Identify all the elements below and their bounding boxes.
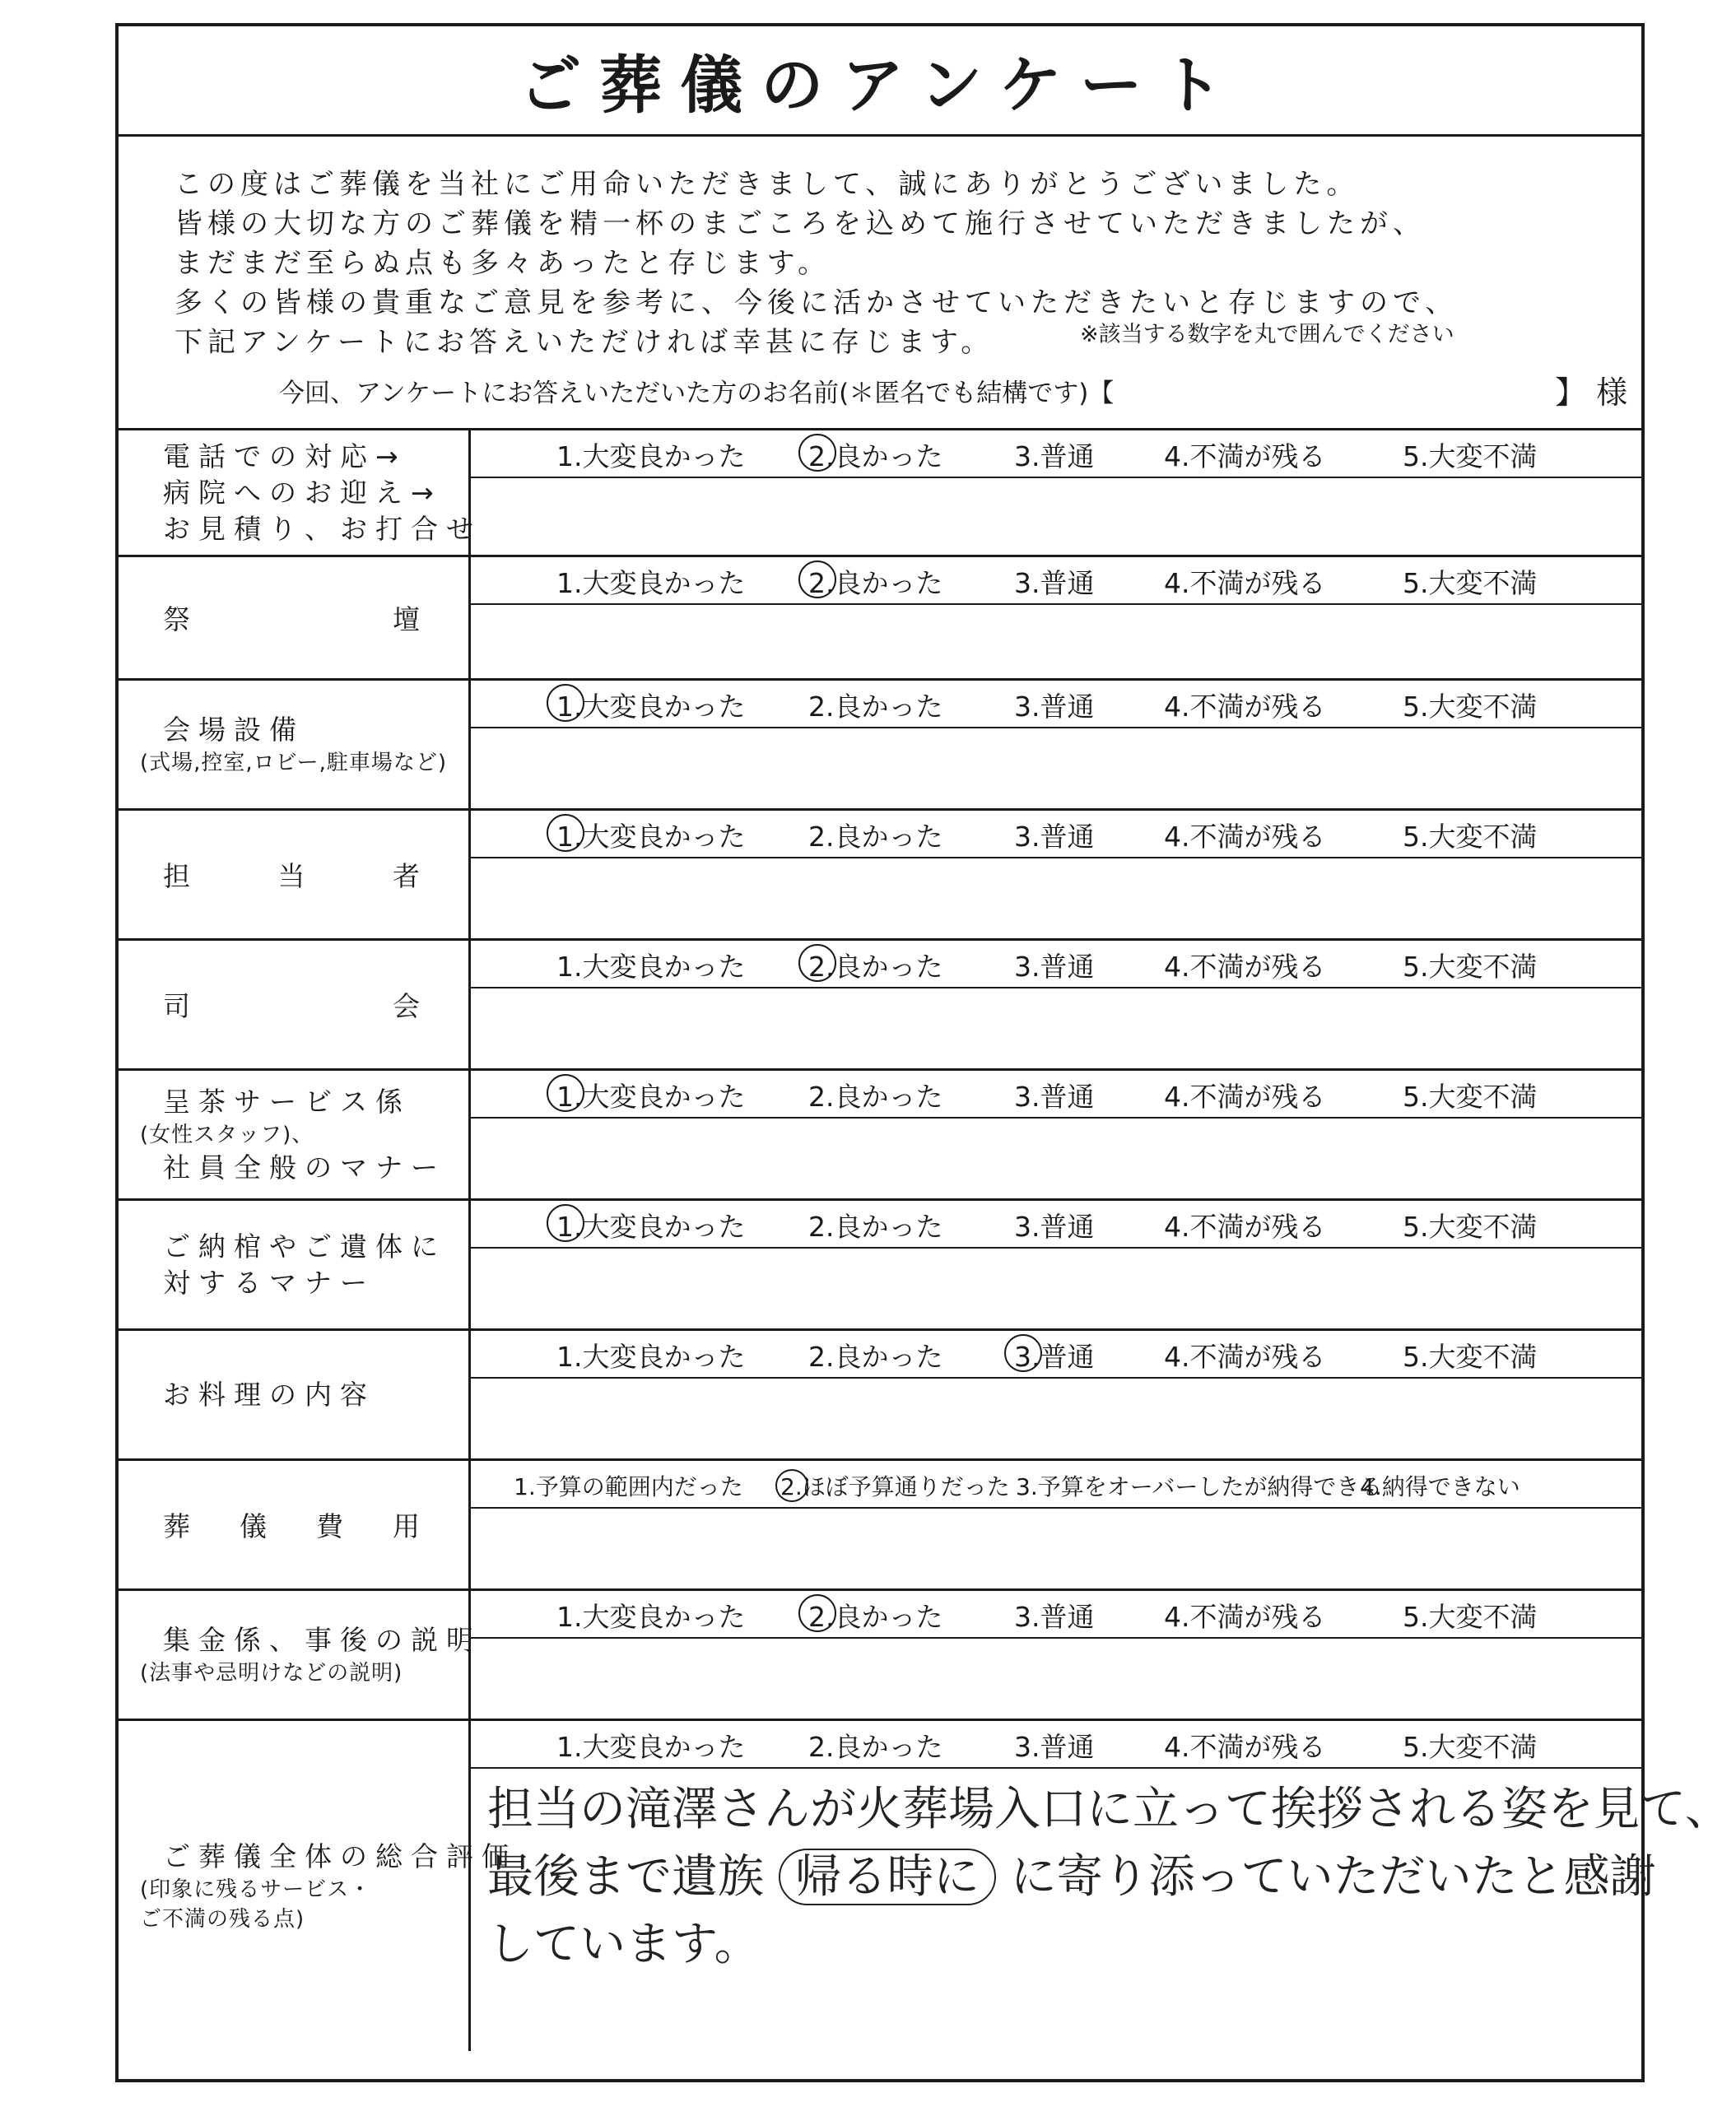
rating-option-label: 2.ほぼ予算通りだった (780, 1473, 1010, 1500)
rating-option[interactable] (808, 1076, 943, 1114)
rating-options (471, 1591, 1641, 1639)
rating-option-label: 4.不満が残る (1164, 1081, 1326, 1113)
row-label-text: 社員全般のマナー (163, 1151, 446, 1184)
name-close-bracket: 】 (1555, 374, 1587, 411)
row-label-text: (女性スタッフ)、 (140, 1122, 314, 1147)
selection-circle (1004, 1334, 1042, 1372)
rating-option-label: 2.良かった (808, 1601, 943, 1633)
table-row (119, 428, 1641, 555)
row-label-char: 葬 (163, 1510, 190, 1542)
rating-option[interactable] (556, 1076, 746, 1114)
row-label (119, 1591, 482, 1719)
row-label-text: 病院へのお迎え→ (163, 476, 442, 509)
rating-options (471, 681, 1641, 728)
rating-option-label: 2.良かった (808, 951, 943, 983)
row-label-text (163, 855, 420, 894)
intro-line: この度はご葬儀を当社にご用命いただきまして、誠にありがとうございました。 (175, 168, 1360, 201)
rating-option[interactable] (1164, 1206, 1326, 1244)
comment-circled-text: 帰る時に (779, 1849, 996, 1905)
rating-option[interactable] (808, 1596, 943, 1635)
table-row (119, 1458, 1641, 1588)
respondent-name-row (279, 372, 1629, 409)
row-label-text: お料理の内容 (163, 1378, 375, 1411)
selection-circle (798, 1594, 836, 1632)
rating-option-label: 3.普通 (1014, 821, 1095, 853)
row-label (119, 1071, 471, 1198)
honorific: 様 (1596, 374, 1628, 411)
title-box (119, 26, 1641, 137)
rating-option-label: 1.大変良かった (556, 691, 746, 723)
row-label-char: 者 (393, 860, 420, 892)
rating-option[interactable] (1014, 816, 1095, 854)
rating-option-label: 2.良かった (808, 1731, 943, 1763)
row-label-char: 祭 (163, 603, 190, 635)
rating-option-label: 2.良かった (808, 567, 943, 599)
rating-option-label: 1.大変良かった (556, 440, 746, 472)
rating-option[interactable] (1164, 435, 1326, 474)
rating-option-label: 4.不満が残る (1164, 691, 1326, 723)
rating-option[interactable] (1403, 686, 1538, 724)
rating-option-label: 5.大変不満 (1403, 951, 1538, 983)
rating-option-label: 3.普通 (1014, 691, 1095, 723)
table-row (119, 1588, 1641, 1719)
row-label-text: 対するマナー (163, 1266, 375, 1299)
rating-option-label: 1.大変良かった (556, 1341, 746, 1373)
rating-options (471, 1331, 1641, 1379)
selection-circle (547, 1204, 584, 1242)
rating-option[interactable] (556, 1336, 746, 1374)
comment-line: しています。 (487, 1918, 761, 1971)
rating-option[interactable] (1403, 435, 1538, 474)
row-label (119, 1331, 471, 1458)
row-label-char: 用 (393, 1510, 420, 1542)
rating-option-label: 1.大変良かった (556, 1211, 746, 1243)
rating-option-label: 2.良かった (808, 1341, 943, 1373)
selection-circle (798, 434, 836, 472)
row-label-text (163, 1505, 420, 1544)
rating-option[interactable] (1403, 1206, 1538, 1244)
intro-line: 下記アンケートにお答えいただければ幸甚に存じます。 (175, 326, 994, 359)
rating-option-label: 1.大変良かった (556, 1731, 746, 1763)
table-row (119, 808, 1641, 938)
rating-option[interactable] (1403, 1076, 1538, 1114)
row-label-text (163, 985, 420, 1024)
rating-option[interactable] (1164, 816, 1326, 854)
rating-option[interactable] (1014, 946, 1095, 984)
comment-text: に寄り添っていただいたと感謝 (1010, 1850, 1656, 1904)
rating-option-label: 3.普通 (1014, 1081, 1095, 1113)
rating-option[interactable] (1164, 562, 1326, 601)
rating-option-label: 3.普通 (1014, 440, 1095, 472)
row-label-char: 儀 (240, 1510, 267, 1542)
rating-option[interactable] (808, 946, 943, 984)
rating-option[interactable] (1403, 1596, 1538, 1635)
comment-text: 最後まで遺族 (487, 1850, 764, 1904)
row-label-text: (式場,控室,ロビー,駐車場など) (140, 750, 448, 775)
row-label-text: 集金係、事後の説明 (163, 1623, 482, 1656)
rating-option-label: 5.大変不満 (1403, 440, 1538, 472)
row-label-text: お見積り、お打合せ (163, 512, 482, 545)
row-label-char: 担 (163, 860, 190, 892)
rating-options (471, 1721, 1641, 1769)
rating-option-label: 1.大変良かった (556, 1601, 746, 1633)
selection-circle (547, 684, 584, 722)
row-label-char: 当 (277, 860, 305, 892)
row-label (119, 941, 471, 1068)
rating-option[interactable] (1360, 1469, 1520, 1502)
rating-option[interactable] (1164, 1596, 1326, 1635)
comment-line: 担当の滝澤さんが火葬場入口に立って挨拶される姿を見て、 (487, 1783, 1731, 1836)
comment-line-2 (487, 1844, 1731, 1911)
row-label-text: (法事や忌明けなどの説明) (140, 1660, 403, 1686)
row-label (119, 1201, 471, 1328)
row-label-text: 会場設備 (163, 713, 305, 746)
rating-option-label: 4.不満が残る (1164, 1341, 1326, 1373)
selection-circle (547, 814, 584, 852)
row-label (119, 681, 471, 808)
row-label (119, 1461, 471, 1588)
rating-option-label: 5.大変不満 (1403, 1081, 1538, 1113)
row-label-char: 司 (163, 990, 190, 1022)
row-label-text: 呈茶サービス係 (163, 1085, 411, 1118)
row-label-char: 会 (393, 990, 420, 1022)
selection-circle (798, 560, 836, 598)
rating-options (471, 557, 1641, 605)
rating-option[interactable] (1014, 562, 1095, 601)
rating-option-label: 5.大変不満 (1403, 1731, 1538, 1763)
rating-option[interactable] (556, 562, 746, 601)
table-row (119, 1068, 1641, 1198)
table-row (119, 1198, 1641, 1328)
row-label-char: 費 (316, 1510, 343, 1542)
rating-option-label: 3.予算をオーバーしたが納得できる (1016, 1473, 1383, 1500)
table-row (119, 555, 1641, 678)
handwritten-comment (487, 1776, 1731, 1979)
rating-option[interactable] (1403, 1726, 1538, 1765)
rating-option[interactable] (780, 1469, 1010, 1502)
row-label (119, 1721, 517, 2051)
row-label (119, 557, 471, 678)
rating-option[interactable] (556, 686, 746, 724)
row-label-char: 壇 (393, 603, 420, 635)
selection-circle (775, 1469, 808, 1502)
selection-circle (798, 944, 836, 982)
rating-option-label: 3.普通 (1014, 1731, 1095, 1763)
rating-option-label: 2.良かった (808, 1081, 943, 1113)
intro-line: 皆様の大切な方のご葬儀を精一杯のまごころを込めて施行させていただきましたが、 (175, 207, 1426, 240)
rating-option[interactable] (1014, 1726, 1095, 1765)
table-row (119, 678, 1641, 808)
rating-option[interactable] (556, 1596, 746, 1635)
table-row (119, 938, 1641, 1068)
rating-option[interactable] (1164, 946, 1326, 984)
rating-option[interactable] (808, 1206, 943, 1244)
rating-options (471, 941, 1641, 988)
rating-option-label: 4.不満が残る (1164, 1601, 1326, 1633)
row-label-text: ご不満の残る点) (140, 1906, 305, 1932)
rating-option-label: 5.大変不満 (1403, 1211, 1538, 1243)
intro-line: まだまだ至らぬ点も多々あったと存じます。 (175, 247, 831, 280)
rating-options (471, 1071, 1641, 1119)
rating-option[interactable] (1164, 1726, 1326, 1765)
rating-option[interactable] (808, 816, 943, 854)
rating-option[interactable] (1403, 1336, 1538, 1374)
rating-option[interactable] (1014, 1596, 1095, 1635)
rating-option-label: 4.不満が残る (1164, 1211, 1326, 1243)
rating-option-label: 3.普通 (1014, 567, 1095, 599)
name-prompt: 今回、アンケートにお答えいただいた方のお名前(＊匿名でも結構です)【 (279, 379, 1115, 408)
row-label-text: ご葬儀全体の総合評価 (163, 1840, 517, 1872)
rating-options (471, 811, 1641, 858)
rating-option-label: 5.大変不満 (1403, 1341, 1538, 1373)
rating-option-label: 2.良かった (808, 1211, 943, 1243)
rating-option-label: 2.良かった (808, 691, 943, 723)
rating-option[interactable] (1014, 1336, 1095, 1374)
intro-line: 多くの皆様の貴重なご意見を参考に、今後に活かさせていただきたいと存じますので、 (175, 286, 1459, 319)
rating-option-label: 4.不満が残る (1164, 440, 1326, 472)
rating-option-label: 4.不満が残る (1164, 1731, 1326, 1763)
rating-option-label: 5.大変不満 (1403, 1601, 1538, 1633)
rating-option-label: 1.大変良かった (556, 821, 746, 853)
rating-option[interactable] (556, 1206, 746, 1244)
rating-option-label: 4.不満が残る (1164, 567, 1326, 599)
rating-option-label: 3.普通 (1014, 1601, 1095, 1633)
rating-option-label: 2.良かった (808, 821, 943, 853)
rating-option[interactable] (1164, 686, 1326, 724)
row-label (119, 811, 471, 938)
rating-option-label: 1.大変良かった (556, 951, 746, 983)
rating-option-label: 3.普通 (1014, 1211, 1095, 1243)
rating-option-label: 4.不満が残る (1164, 821, 1326, 853)
rating-option-label: 1.予算の範囲内だった (514, 1473, 743, 1500)
row-label (119, 430, 482, 555)
rating-option[interactable] (1403, 562, 1538, 601)
rating-option[interactable] (514, 1469, 743, 1502)
rating-option[interactable] (808, 435, 943, 474)
rating-options (471, 1201, 1641, 1249)
rating-option[interactable] (556, 1726, 746, 1765)
rating-option[interactable] (556, 435, 746, 474)
instruction-note: ※該当する数字を丸で囲んでください (1080, 322, 1454, 347)
row-label-text: ご納棺やご遺体に (163, 1230, 446, 1263)
row-label-text: (印象に残るサービス・ (140, 1877, 372, 1902)
row-label-text (163, 598, 420, 637)
rating-option[interactable] (1014, 1076, 1095, 1114)
rating-option-label: 3.普通 (1014, 1341, 1095, 1373)
survey-sheet (115, 23, 1731, 2082)
rating-option[interactable] (808, 686, 943, 724)
rating-option[interactable] (808, 1336, 943, 1374)
rating-option[interactable] (808, 562, 943, 601)
rating-option[interactable] (556, 816, 746, 854)
rating-option-label: 5.大変不満 (1403, 567, 1538, 599)
table-row (119, 1328, 1641, 1458)
rating-option[interactable] (1016, 1469, 1382, 1502)
rating-option[interactable] (1403, 816, 1538, 854)
selection-circle (547, 1074, 584, 1112)
rating-option[interactable] (1164, 1336, 1326, 1374)
rating-option-label: 5.大変不満 (1403, 691, 1538, 723)
rating-option[interactable] (1164, 1076, 1326, 1114)
rating-option-label: 2.良かった (808, 440, 943, 472)
rating-options (471, 430, 1641, 478)
rating-option[interactable] (1014, 1206, 1095, 1244)
rating-option-label: 4.納得できない (1360, 1473, 1520, 1500)
rating-option[interactable] (1014, 686, 1095, 724)
rating-option[interactable] (1014, 435, 1095, 474)
rating-option[interactable] (808, 1726, 943, 1765)
rating-option-label: 5.大変不満 (1403, 821, 1538, 853)
rating-options (471, 1461, 1641, 1509)
page-title: ご葬儀のアンケート (519, 49, 1241, 122)
rating-option-label: 1.大変良かった (556, 1081, 746, 1113)
rating-option-label: 3.普通 (1014, 951, 1095, 983)
rating-option-label: 4.不満が残る (1164, 951, 1326, 983)
name-suffix (1555, 367, 1627, 412)
row-label-text: 電話での対応→ (163, 440, 407, 472)
rating-option[interactable] (556, 946, 746, 984)
rating-option[interactable] (1403, 946, 1538, 984)
rating-option-label: 1.大変良かった (556, 567, 746, 599)
